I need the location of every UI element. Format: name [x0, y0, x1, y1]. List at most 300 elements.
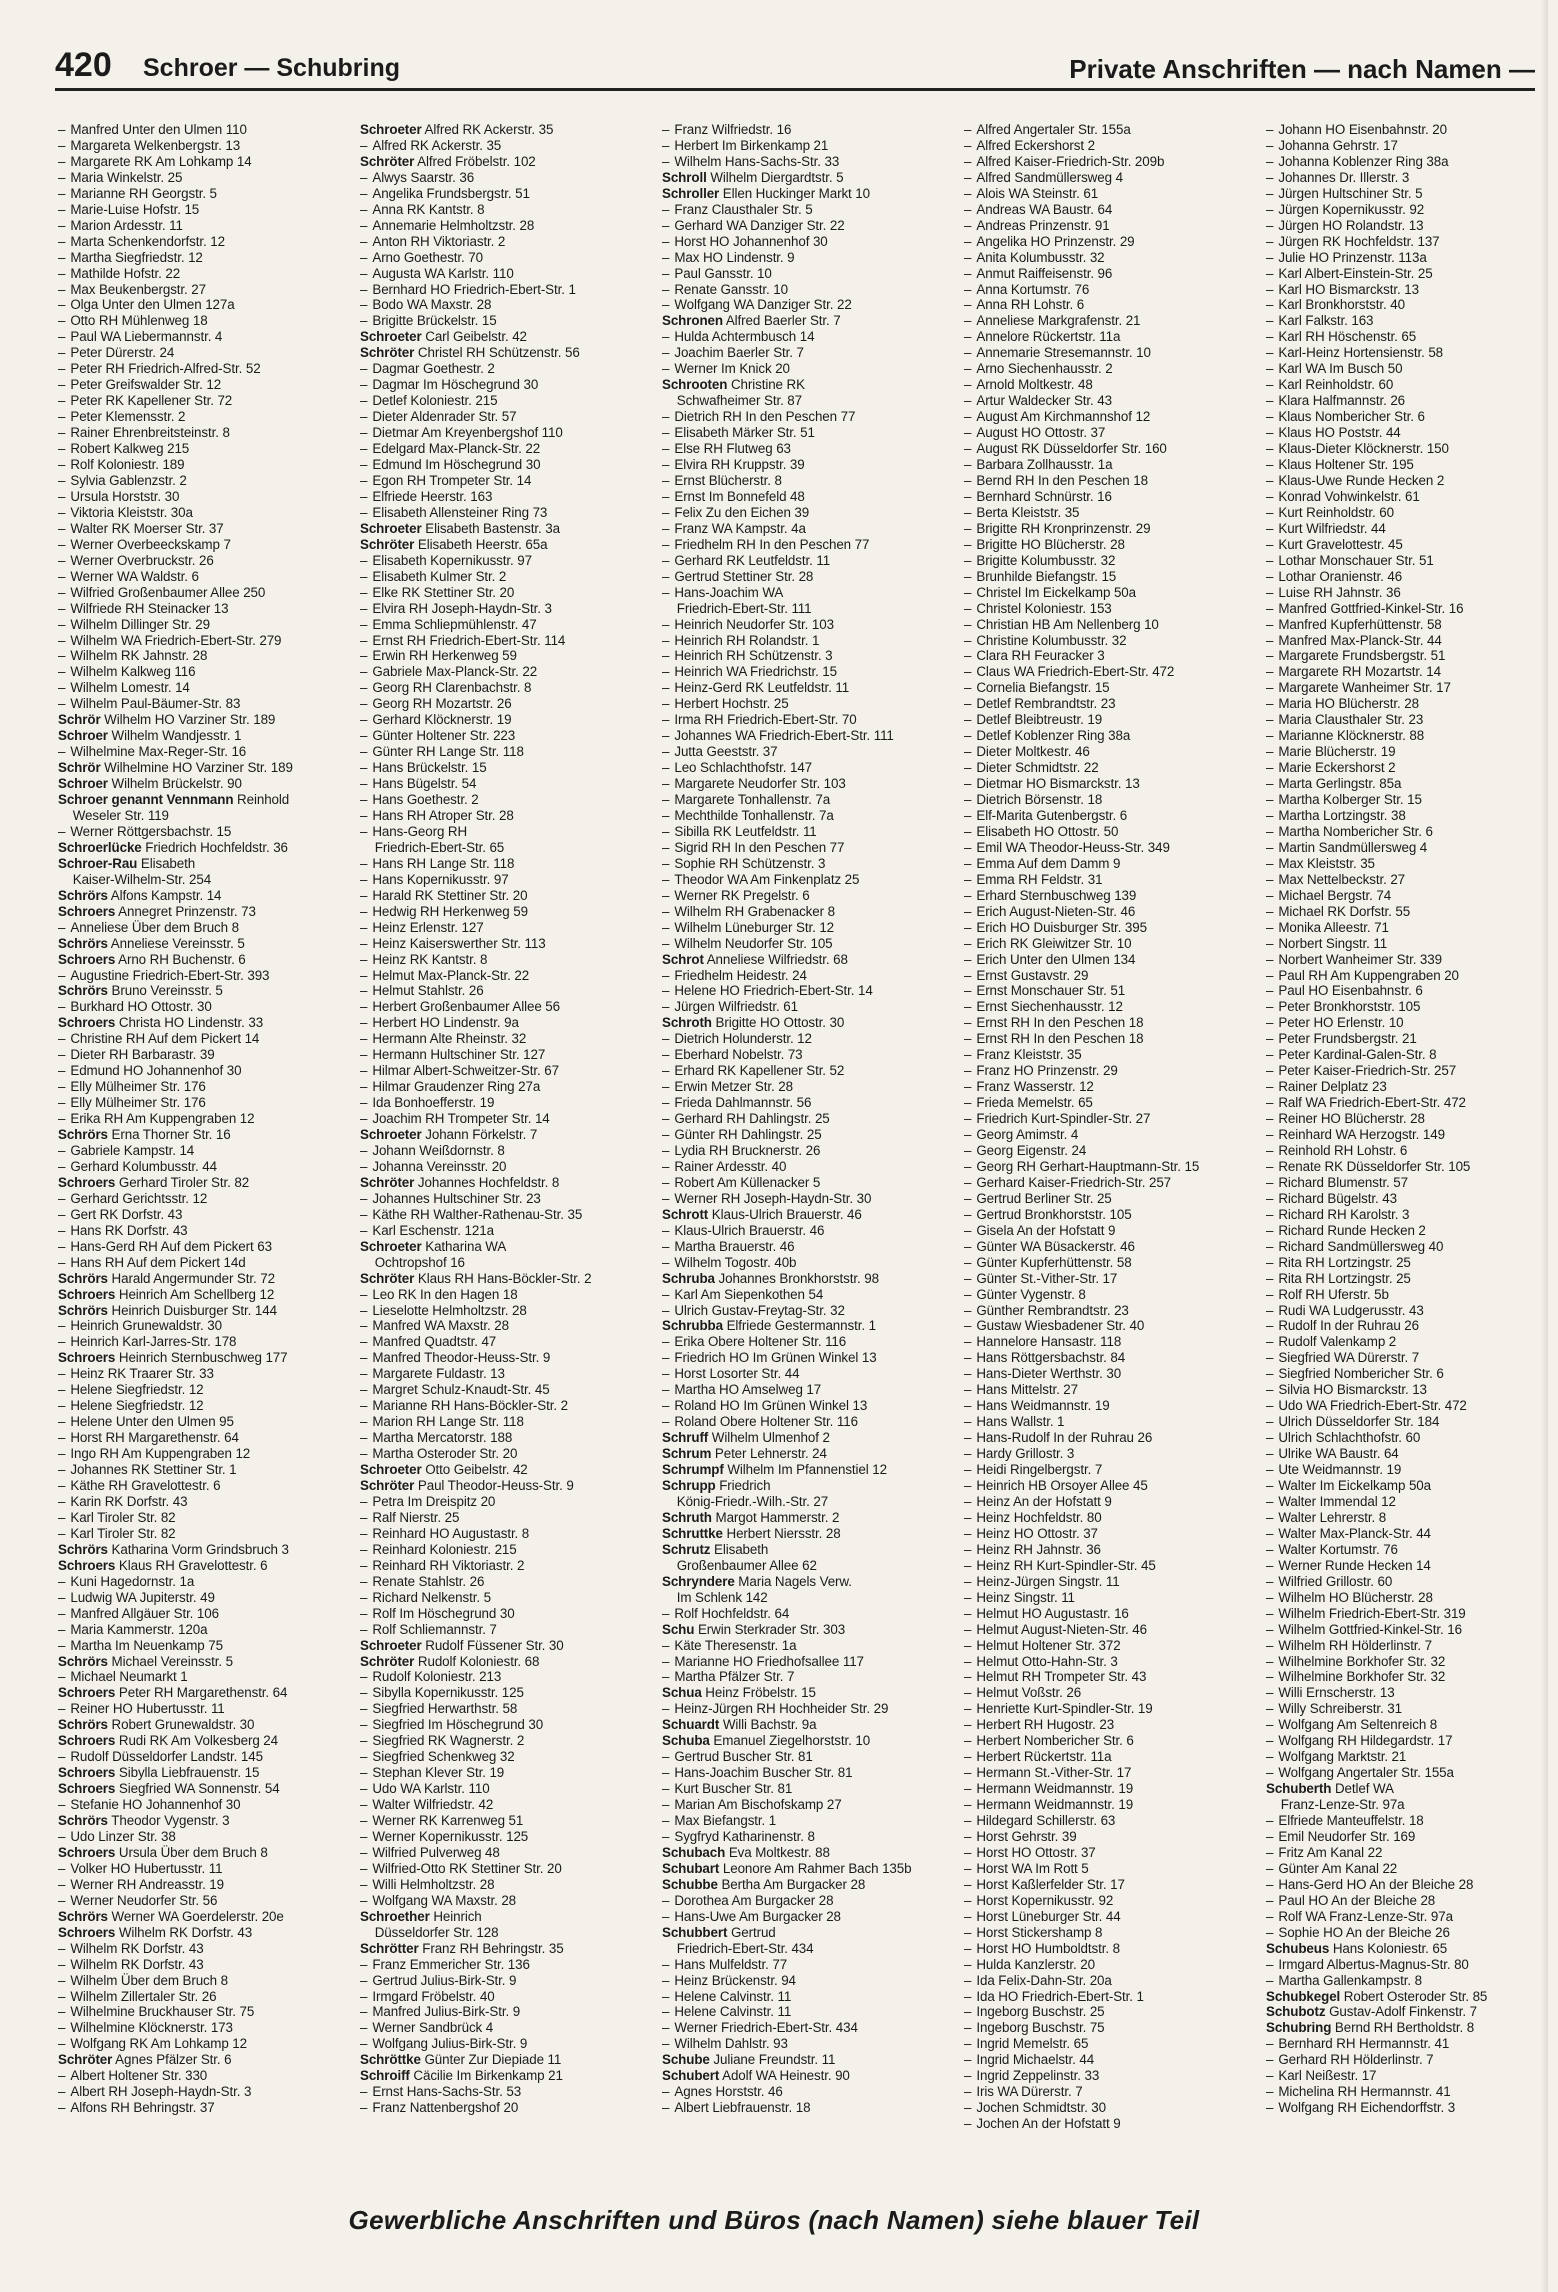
entry-details: Alwys Saarstr. 36 [372, 169, 475, 185]
directory-entry [662, 1079, 954, 1095]
directory-entry [964, 1941, 1256, 1957]
repeat-dash: – [662, 1286, 670, 1302]
entry-surname: Schroers [58, 1174, 116, 1190]
entry-surname: Schua [662, 1685, 702, 1701]
repeat-dash: – [1266, 2036, 1274, 2052]
repeat-dash: – [964, 664, 972, 680]
repeat-dash: – [58, 265, 66, 281]
repeat-dash: – [58, 201, 66, 217]
directory-entry [58, 2020, 350, 2036]
directory-entry [1266, 329, 1558, 345]
directory-entry [662, 2036, 954, 2052]
directory-entry [662, 1318, 954, 1334]
directory-entry [964, 1366, 1256, 1382]
directory-entry [964, 1031, 1256, 1047]
repeat-dash: – [360, 648, 368, 664]
entry-details: Bertha Am Burgacker 28 [717, 1876, 866, 1892]
directory-entry [360, 1669, 652, 1685]
directory-entry [964, 1606, 1256, 1622]
directory-entry [1266, 1079, 1558, 1095]
repeat-dash: – [1266, 1206, 1274, 1222]
repeat-dash: – [1266, 281, 1274, 297]
directory-entry [360, 505, 652, 521]
repeat-dash: – [964, 951, 972, 967]
repeat-dash: – [1266, 1828, 1274, 1844]
entry-details: Johanna Vereinsstr. 20 [372, 1158, 507, 1174]
repeat-dash: – [1266, 744, 1274, 760]
repeat-dash: – [964, 122, 972, 137]
entry-details: Emil WA Theodor-Heuss-Str. 349 [976, 839, 1170, 855]
repeat-dash: – [964, 1350, 972, 1366]
repeat-dash: – [1266, 457, 1274, 473]
entry-details: Friedrich-Ebert-Str. 111 [676, 600, 812, 616]
directory-entry [360, 425, 652, 441]
directory-entry [964, 2036, 1256, 2052]
repeat-dash: – [964, 2100, 972, 2116]
repeat-dash: – [964, 1860, 972, 1876]
repeat-dash: – [1266, 680, 1274, 696]
repeat-dash: – [360, 1701, 368, 1717]
repeat-dash: – [360, 792, 368, 808]
repeat-dash: – [360, 855, 368, 871]
repeat-dash: – [58, 1637, 66, 1653]
repeat-dash: – [964, 1398, 972, 1414]
directory-entry [1266, 617, 1558, 633]
repeat-dash: – [360, 265, 368, 281]
entry-details: Monika Alleestr. 71 [1278, 919, 1389, 935]
entry-details: Helene HO Friedrich-Ebert-Str. 14 [674, 983, 873, 999]
directory-entry [964, 1845, 1256, 1861]
entry-details: Reiner HO Hubertusstr. 11 [70, 1701, 225, 1717]
repeat-dash: – [662, 472, 670, 488]
entry-details: Wilhelm Diergardtstr. 5 [706, 169, 844, 185]
repeat-dash: – [360, 1190, 368, 1206]
repeat-dash: – [360, 233, 368, 249]
directory-entry [360, 1861, 652, 1877]
directory-entry [1266, 1606, 1558, 1622]
entry-details: Harald Angermunder Str. 72 [107, 1270, 275, 1286]
entry-details: Ernst Im Bonnefeld 48 [674, 488, 805, 504]
entry-details: Erwin Sterkrader Str. 303 [694, 1621, 846, 1637]
directory-entry [360, 1558, 652, 1574]
repeat-dash: – [662, 792, 670, 808]
entry-details: Frieda Dahlmannstr. 56 [674, 1095, 812, 1111]
entry-details: Heinrich Am Schellberg 12 [115, 1286, 275, 1302]
repeat-dash: – [964, 2068, 972, 2084]
entry-details: Heinz Hochfeldstr. 80 [976, 1509, 1102, 1525]
entry-details: Marion Ardesstr. 11 [70, 217, 183, 233]
entry-details: Wilhelm Ulmenhof 2 [708, 1430, 830, 1446]
repeat-dash: – [964, 1047, 972, 1063]
repeat-dash: – [964, 919, 972, 935]
directory-entry [1266, 856, 1558, 872]
entry-surname: Schruff [662, 1430, 709, 1446]
entry-details: Alfred Sandmüllersweg 4 [976, 169, 1123, 185]
entry-details: Edelgard Max-Planck-Str. 22 [372, 441, 541, 457]
directory-entry [964, 1111, 1256, 1127]
directory-entry [360, 553, 652, 569]
directory-entry [360, 1813, 652, 1829]
directory-entry [662, 712, 954, 728]
directory-entry [1266, 1382, 1558, 1398]
directory-entry [360, 489, 652, 505]
directory-entry [1266, 1717, 1558, 1733]
repeat-dash: – [964, 409, 972, 425]
directory-entry [662, 393, 954, 409]
entry-details: Leo Schlachthofstr. 147 [674, 760, 813, 776]
repeat-dash: – [360, 999, 368, 1015]
entry-details: Detlef Koloniestr. 215 [372, 393, 498, 409]
repeat-dash: – [1266, 1270, 1274, 1286]
entry-surname: Schruth [662, 1509, 712, 1525]
entry-details: Georg Amimstr. 4 [976, 1127, 1079, 1143]
repeat-dash: – [662, 2084, 670, 2100]
directory-entry [58, 585, 350, 601]
directory-entry [662, 2004, 954, 2020]
repeat-dash: – [360, 1844, 368, 1860]
entry-details: Wilhelmine Bruckhauser Str. 75 [70, 2004, 255, 2020]
entry-details: Wilhelm Im Pfannenstiel 12 [723, 1462, 887, 1478]
repeat-dash: – [662, 1797, 670, 1813]
directory-entry [360, 537, 652, 553]
repeat-dash: – [1266, 600, 1274, 616]
directory-entry [360, 250, 652, 266]
directory-entry [662, 1765, 954, 1781]
directory-entry [58, 1303, 350, 1319]
repeat-dash: – [1266, 1095, 1274, 1111]
entry-details: Walter RK Moerser Str. 37 [70, 520, 224, 536]
entry-details: Michael RK Dorfstr. 55 [1278, 903, 1411, 919]
repeat-dash: – [964, 1813, 972, 1829]
directory-entry [360, 664, 652, 680]
directory-entry [1266, 904, 1558, 920]
directory-entry [662, 1781, 954, 1797]
entry-details: Friedhelm Heidestr. 24 [674, 967, 807, 983]
entry-details: Ingeborg Buschstr. 75 [976, 2020, 1105, 2036]
directory-entry [964, 1239, 1256, 1255]
repeat-dash: – [964, 249, 972, 265]
directory-entry [1266, 1669, 1558, 1685]
repeat-dash: – [662, 217, 670, 233]
repeat-dash: – [360, 728, 368, 744]
repeat-dash: – [360, 185, 368, 201]
entry-details: Erna Thorner Str. 16 [107, 1127, 231, 1143]
entry-details: Wilhelm RK Dorfstr. 43 [70, 1940, 204, 1956]
directory-entry [662, 1191, 954, 1207]
repeat-dash: – [662, 329, 670, 345]
directory-entry [662, 122, 954, 138]
repeat-dash: – [58, 153, 66, 169]
directory-entry [662, 1542, 954, 1558]
entry-details: Richard RH Karolstr. 3 [1278, 1206, 1410, 1222]
directory-entry [964, 680, 1256, 696]
entry-details: Harald RK Stettiner Str. 20 [372, 887, 528, 903]
directory-entry [662, 1701, 954, 1717]
repeat-dash: – [1266, 1302, 1274, 1318]
directory-entry [360, 1350, 652, 1366]
repeat-dash: – [1266, 1318, 1274, 1334]
directory-entry [360, 696, 652, 712]
directory-entry [360, 952, 652, 968]
directory-entry [360, 457, 652, 473]
entry-details: Norbert Singstr. 11 [1278, 935, 1388, 951]
directory-entry [662, 1175, 954, 1191]
entry-details: Bernd RH In den Peschen 18 [976, 472, 1148, 488]
repeat-dash: – [360, 297, 368, 313]
repeat-dash: – [964, 1749, 972, 1765]
entry-details: Heinz HO Ottostr. 37 [976, 1525, 1098, 1541]
entry-details: Norbert Wanheimer Str. 339 [1278, 951, 1442, 967]
directory-entry [1266, 712, 1558, 728]
entry-details: Wilhelmine Borkhofer Str. 32 [1278, 1653, 1446, 1669]
directory-entry [58, 1191, 350, 1207]
directory-entry [1266, 744, 1558, 760]
directory-entry [1266, 1558, 1558, 1574]
entry-details: Franz HO Prinzenstr. 29 [976, 1063, 1118, 1079]
repeat-dash: – [58, 552, 66, 568]
entry-details: Luise RH Jahnstr. 36 [1278, 584, 1401, 600]
entry-details: Werner RK Karrenweg 51 [372, 1813, 524, 1829]
repeat-dash: – [58, 169, 66, 185]
directory-entry [58, 505, 350, 521]
entry-details: Gustaw Wiesbadener Str. 40 [976, 1318, 1145, 1334]
directory-entry [662, 1590, 954, 1606]
repeat-dash: – [1266, 807, 1274, 823]
repeat-dash: – [360, 1956, 368, 1972]
entry-details: Anmut Raiffeisenstr. 96 [976, 265, 1113, 281]
repeat-dash: – [58, 1892, 66, 1908]
repeat-dash: – [1266, 1254, 1274, 1270]
directory-entry [662, 952, 954, 968]
directory-entry [662, 1446, 954, 1462]
entry-surname: Schrörs [58, 1653, 108, 1669]
repeat-dash: – [1266, 488, 1274, 504]
entry-details: Hans Weidmannstr. 19 [976, 1398, 1110, 1414]
repeat-dash: – [58, 297, 66, 313]
repeat-dash: – [662, 153, 670, 169]
directory-entry [1266, 1765, 1558, 1781]
entry-details: Paul HO An der Bleiche 28 [1278, 1892, 1436, 1908]
repeat-dash: – [964, 712, 972, 728]
entry-details: Marian Am Bischofskamp 27 [674, 1797, 842, 1813]
directory-entry [58, 696, 350, 712]
entry-details: Gertrud Stettiner Str. 28 [674, 568, 814, 584]
repeat-dash: – [1266, 1573, 1274, 1589]
repeat-dash: – [662, 1158, 670, 1174]
repeat-dash: – [360, 696, 368, 712]
entry-surname: Schröter [360, 1174, 415, 1190]
entry-details: Dieter Moltkestr. 46 [976, 744, 1090, 760]
repeat-dash: – [360, 1876, 368, 1892]
directory-entry [964, 425, 1256, 441]
directory-entry [1266, 1925, 1558, 1941]
directory-entry [58, 361, 350, 377]
directory-entry [964, 1542, 1256, 1558]
repeat-dash: – [662, 504, 670, 520]
directory-entry [58, 1015, 350, 1031]
directory-entry [662, 2084, 954, 2100]
directory-entry [662, 2052, 954, 2068]
entry-details: Rolf Im Höschegrund 30 [372, 1605, 515, 1621]
repeat-dash: – [662, 2036, 670, 2052]
repeat-dash: – [662, 281, 670, 297]
repeat-dash: – [1266, 1238, 1274, 1254]
directory-entry [360, 712, 652, 728]
entry-details: Heinz RK Kantstr. 8 [372, 951, 488, 967]
repeat-dash: – [964, 1573, 972, 1589]
directory-entry [964, 1255, 1256, 1271]
directory-entry [964, 345, 1256, 361]
entry-details: Düsseldorfer Str. 128 [374, 1924, 499, 1940]
directory-entry [1266, 1526, 1558, 1542]
directory-entry [1266, 1861, 1558, 1877]
repeat-dash: – [360, 2004, 368, 2020]
entry-details: Siegfried WA Sonnenstr. 54 [115, 1781, 280, 1797]
entry-details: Werner RH Andreasstr. 19 [70, 1876, 225, 1892]
repeat-dash: – [360, 871, 368, 887]
directory-entry [964, 1287, 1256, 1303]
repeat-dash: – [662, 807, 670, 823]
directory-entry [58, 1606, 350, 1622]
entry-details: Fritz Am Kanal 22 [1278, 1844, 1383, 1860]
directory-entry [1266, 1318, 1558, 1334]
repeat-dash: – [360, 1605, 368, 1621]
repeat-dash: – [964, 1318, 972, 1334]
repeat-dash: – [360, 409, 368, 425]
directory-entry [58, 760, 350, 776]
directory-entry [360, 1781, 652, 1797]
entry-details: Elvira RH Joseph-Haydn-Str. 3 [372, 600, 552, 616]
directory-entry [360, 1398, 652, 1414]
directory-entry [58, 904, 350, 920]
repeat-dash: – [360, 664, 368, 680]
entry-details: Walter Im Eickelkamp 50a [1278, 1478, 1431, 1494]
repeat-dash: – [360, 377, 368, 393]
entry-details: Wilhelm Neudorfer Str. 105 [674, 935, 833, 951]
repeat-dash: – [58, 1478, 66, 1494]
entry-surname: Schroeter [360, 1462, 422, 1478]
directory-entry [1266, 1574, 1558, 1590]
entry-details: Angelika HO Prinzenstr. 29 [976, 233, 1135, 249]
directory-entry [58, 920, 350, 936]
directory-entry [662, 1861, 954, 1877]
entry-details: Helmut HO Augustastr. 16 [976, 1605, 1129, 1621]
repeat-dash: – [662, 1749, 670, 1765]
repeat-dash: – [1266, 1892, 1274, 1908]
repeat-dash: – [662, 441, 670, 457]
directory-entry [360, 808, 652, 824]
repeat-dash: – [662, 345, 670, 361]
directory-entry [964, 840, 1256, 856]
directory-entry [662, 1925, 954, 1941]
directory-entry [58, 122, 350, 138]
directory-entry [662, 601, 954, 617]
entry-details: Erwin RH Herkenweg 59 [372, 648, 517, 664]
directory-entry [662, 250, 954, 266]
repeat-dash: – [1266, 776, 1274, 792]
directory-entry [964, 856, 1256, 872]
directory-entry [360, 473, 652, 489]
entry-details: Wolfgang RH Hildegardstr. 17 [1278, 1733, 1453, 1749]
directory-entry [360, 1287, 652, 1303]
entry-details: Roland Obere Holtener Str. 116 [674, 1414, 858, 1430]
repeat-dash: – [58, 2020, 66, 2036]
directory-entry [58, 1813, 350, 1829]
directory-entry [1266, 1478, 1558, 1494]
entry-details: Martin Sandmüllersweg 4 [1278, 839, 1428, 855]
entry-details: Sophie HO An der Bleiche 26 [1278, 1924, 1450, 1940]
repeat-dash: – [58, 1190, 66, 1206]
entry-details: Dietrich Holunderstr. 12 [674, 1031, 812, 1047]
repeat-dash: – [662, 1190, 670, 1206]
repeat-dash: – [662, 568, 670, 584]
directory-entry [360, 1877, 652, 1893]
entry-details: Julie HO Prinzenstr. 113a [1278, 249, 1427, 265]
entry-details: Silvia HO Bismarckstr. 13 [1278, 1382, 1427, 1398]
repeat-dash: – [1266, 1844, 1274, 1860]
entry-details: Georg RH Mozartstr. 26 [372, 696, 512, 712]
directory-entry [662, 1957, 954, 1973]
directory-entry [58, 537, 350, 553]
directory-entry [360, 282, 652, 298]
entry-details: Detlef WA [1331, 1781, 1394, 1797]
directory-entry [662, 1813, 954, 1829]
entry-details: Rudolf Koloniestr. 68 [414, 1653, 540, 1669]
entry-details: Wilhelm Paul-Bäumer-Str. 83 [70, 696, 241, 712]
entry-details: Martha Kolberger Str. 15 [1278, 792, 1422, 808]
repeat-dash: – [1266, 2068, 1274, 2084]
repeat-dash: – [58, 2084, 66, 2100]
repeat-dash: – [964, 2036, 972, 2052]
repeat-dash: – [964, 1653, 972, 1669]
directory-entry [964, 968, 1256, 984]
repeat-dash: – [58, 488, 66, 504]
entry-details: Werner Overbeeckskamp 7 [70, 536, 231, 552]
repeat-dash: – [1266, 1669, 1274, 1685]
entry-details: Ernst Hans-Sachs-Str. 53 [372, 2084, 522, 2100]
repeat-dash: – [58, 2068, 66, 2084]
entry-details: Max HO Lindenstr. 9 [674, 249, 795, 265]
entry-details: Wilhelm WA Friedrich-Ebert-Str. 279 [70, 632, 282, 648]
repeat-dash: – [360, 1063, 368, 1079]
entry-details: Heinz RH Kurt-Spindler-Str. 45 [976, 1557, 1156, 1573]
entry-details: Klaus-Dieter Klöcknerstr. 150 [1278, 441, 1449, 457]
repeat-dash: – [662, 1956, 670, 1972]
repeat-dash: – [1266, 1158, 1274, 1174]
repeat-dash: – [58, 329, 66, 345]
directory-entry [662, 1015, 954, 1031]
entry-details: Hans Bügelstr. 54 [372, 776, 477, 792]
directory-entry [662, 648, 954, 664]
entry-details: Friedrich Kurt-Spindler-Str. 27 [976, 1111, 1151, 1127]
directory-entry [360, 1510, 652, 1526]
entry-details: Ida HO Friedrich-Ebert-Str. 1 [976, 1988, 1144, 2004]
repeat-dash: – [964, 1190, 972, 1206]
repeat-dash: – [662, 137, 670, 153]
entry-details: Hans RH Atroper Str. 28 [372, 807, 514, 823]
directory-entry [662, 968, 954, 984]
entry-details: Annemarie Stresemannstr. 10 [976, 345, 1151, 361]
repeat-dash: – [58, 217, 66, 233]
directory-entry [58, 1829, 350, 1845]
directory-entry [964, 601, 1256, 617]
entry-details: Robert Am Küllenacker 5 [674, 1174, 821, 1190]
repeat-dash: – [662, 871, 670, 887]
directory-entry [964, 170, 1256, 186]
entry-details: Hans-Joachim WA [674, 584, 784, 600]
repeat-dash: – [58, 600, 66, 616]
repeat-dash: – [360, 217, 368, 233]
